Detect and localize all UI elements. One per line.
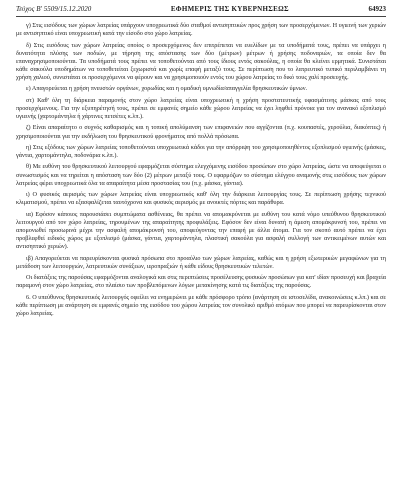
page-header <box>16 4 386 17</box>
paragraph-st: στ) Καθ' όλη τη διάρκεια παραμονής στον χώρο λατρείας είναι υποχρεωτική η χρήση προστατευτικής υφασμάτινης μάσκας από τους προσερχόμενους. Για την εξυπηρέτησή τους, πρέπει σε εμφανές σημείο κάθε χώρου λατρείας να έχει ληφθεί πρόνοια για τον ανανακό εξοπλισμό υγιεινής (χαρτομάντηλα ή χάρτινες πετσέτες κ.λπ.). <box>16 96 386 121</box>
paragraph-zeta: ζ) Είναι απαραίτητο ο συχνός καθαρισμός και η τοπική απολύμανση των επιφανειών που αγγίζονται (π.χ. κουπαστές, χερούλια, διακόπτες) ή χρησιμοποιούνται για την εκδήλωση του θρησκευτικού φρονήματος από πολλά πρόσωπα. <box>16 124 386 140</box>
paragraph-delta: δ) Στις εισόδους των χώρων λατρείας οποίος ο προσερχόμενος δεν επιτρέπεται να ευελίδων με τα υποδήματά τους, πρέπει να υπάρχει η δυνατότητα πλύσης των ποδιών, με τήρηση της απόστασης των δύο (μέτρων) μέτρων ή χρήσης ποδοναριών, τα οποία δεν θα επαναχρησιμοποιούνται. Τα υποδήματά τους πρέπει να τοποθετούνται από τους ίδιους εντός σακούλας, η οποία θα κλείνει ερμητικά. Συνιστάται κάθε σακούλα υποδημάτων να τοποθετείται ξεχωριστά και χωρίς επαφή μεταξύ τους. Σε περίπτωση που το λατρευτικό τυπικό περιλαμβάνει τη χρήση χαλιού, συνιστάται οι προσερχόμενοι να φέρουν και να χρησιμοποιούν εντός του χώρου λατρείας το δικό τους χαλί προσευχής. <box>16 41 386 82</box>
paragraph-gamma: γ) Στις εισόδους των χώρων λατρείας υπάρχουν υποχρεωτικά δύο σταθμοί αντισηπτικών προς χρήση των προσερχόμενων. Η υγιεινή των χεριών με αντισηπτικό είναι υποχρεωτική κατά την είσοδο στο χώρο λατρείας. <box>16 22 386 38</box>
paragraph-eta: η) Στις εξόδους των χώρων λατρείας τοποθετούνται υποχρεωτικά κάδοι για την απόρριψη του χρησιμοποιηθέντος εξοπλισμού υγιεινής (μάσκες, γάντια, χαρτομάντηλα, ποδονάρια κ.λπ.). <box>16 143 386 160</box>
paragraph-provisions: Οι διατάξεις της παρούσας εφαρμόζονται αναλογικά και στις περιπτώσεις προσέλευσης φυσικών προσώπων για κατ' ιδίαν προσευχή και βραχεία παραμονή στον χώρο λατρείας, στο πλαίσιο των προβλεπόμενων λόγων μετακίνησης κατά τις διατάξεις της παρούσας. <box>16 274 386 290</box>
paragraph-theta: θ) Με ευθύνη του θρησκευτικού λειτουργού εφαρμόζεται σύστημα ελεγχόμενης εισόδου προσώπων στο χώρο λατρείας, ώστε να αποφεύγεται ο συνωστισμός και να τηρείται η απόσταση των δύο (2) μέτρων μεταξύ τους. Ο εφαρμόζων το σύστημα ελέγχου αναμονής στις εισόδους των χώρων λατρείας φέρει υποχρεωτικά όλα τα απαραίτητα μέσα προστασίας του (π.χ. μάσκα, γάντια). <box>16 163 386 187</box>
page-number: 64923 <box>368 5 386 13</box>
paragraph-iota-alpha: ια) Εφόσον κάποιος παρουσιάσει συμπτώματα ασθένειας, θα πρέπει να απομακρύνεται με ευθύνη του κατά νόμο υπεύθυνου θρησκευτικού λειτουργού από τον χώρο λατρείας, τηρουμένων της απαραίτητης προφυλάξεις. Εφόσον δεν είναι δυνατή η άμεση απομάκρυνσή του, πρέπει να απομονωθεί προσωρινά μέχρι την ασφαλή απομάκρυνσή του, αποφεύγοντας την επαφή με άλλα άτομα. Για τον σκοπό αυτό πρέπει να έχει προβλεφθεί ειδικός χώρος με εξοπλισμό (μάσκα, γάντια, χαρτομάντηλα, πλαστική σακούλα για ασφαλή συλλογή των αντικειμένων αυτών και αντισηπτικό χεριών). <box>16 210 386 251</box>
paragraph-six: 6. Ο υπεύθυνος θρησκευτικός λειτουργός οφείλει να ενημερώνει με κάθε πρόσφορο τρόπο (ανάρτηση σε ιστοσελίδα, ανακοινώσεις κ.λπ.) και σε κάθε περίπτωση με ανάρτηση σε εμφανές σημείο της εισόδου του χώρου λατρείας τον συνολικό αριθμό ατόμων που μπορεί να παρευρίσκονται στον χώρο λατρείας. <box>16 293 386 317</box>
paragraph-iota-beta: ιβ) Απαγορεύεται να παρευρίσκονται φυσικά πρόσωπα στο προαύλιο των χώρων λατρείας, καθώς και η χρήση εξωτερικών μεγαφώνων για τη μετάδοση των λειτουργιών, λατρευτικών συνάξεων, ιεροπραξιών ή κάθε είδους θρησκευτικών τελετών. <box>16 254 386 270</box>
gazette-title: ΕΦΗΜΕΡΙΣ ΤΗΣ ΚΥΒΕΡΝΗΣΕΩΣ <box>170 5 289 13</box>
paragraph-epsilon: ε) Απαγορεύεται η χρήση πνευστών οργάνων, χορωδίας και η ομαδική υμνωδία/απαγγελία θρησκευτικών ύμνων. <box>26 85 308 93</box>
issue-label: Τεύχος Β' 5509/15.12.2020 <box>16 5 92 13</box>
document-body <box>16 22 386 498</box>
paragraph-iota: ι) Ο φυσικός αερισμός των χώρων λατρείας είναι υποχρεωτικός καθ' όλη την διάρκεια λειτουργίας τους. Σε περίπτωση χρήσης τεχνικού κλιματισμού, πρέπει να εξασφαλίζεται ταυτόχρονα και φυσικός αερισμός με ανοικτές πόρτες και παράθυρα. <box>16 191 386 207</box>
